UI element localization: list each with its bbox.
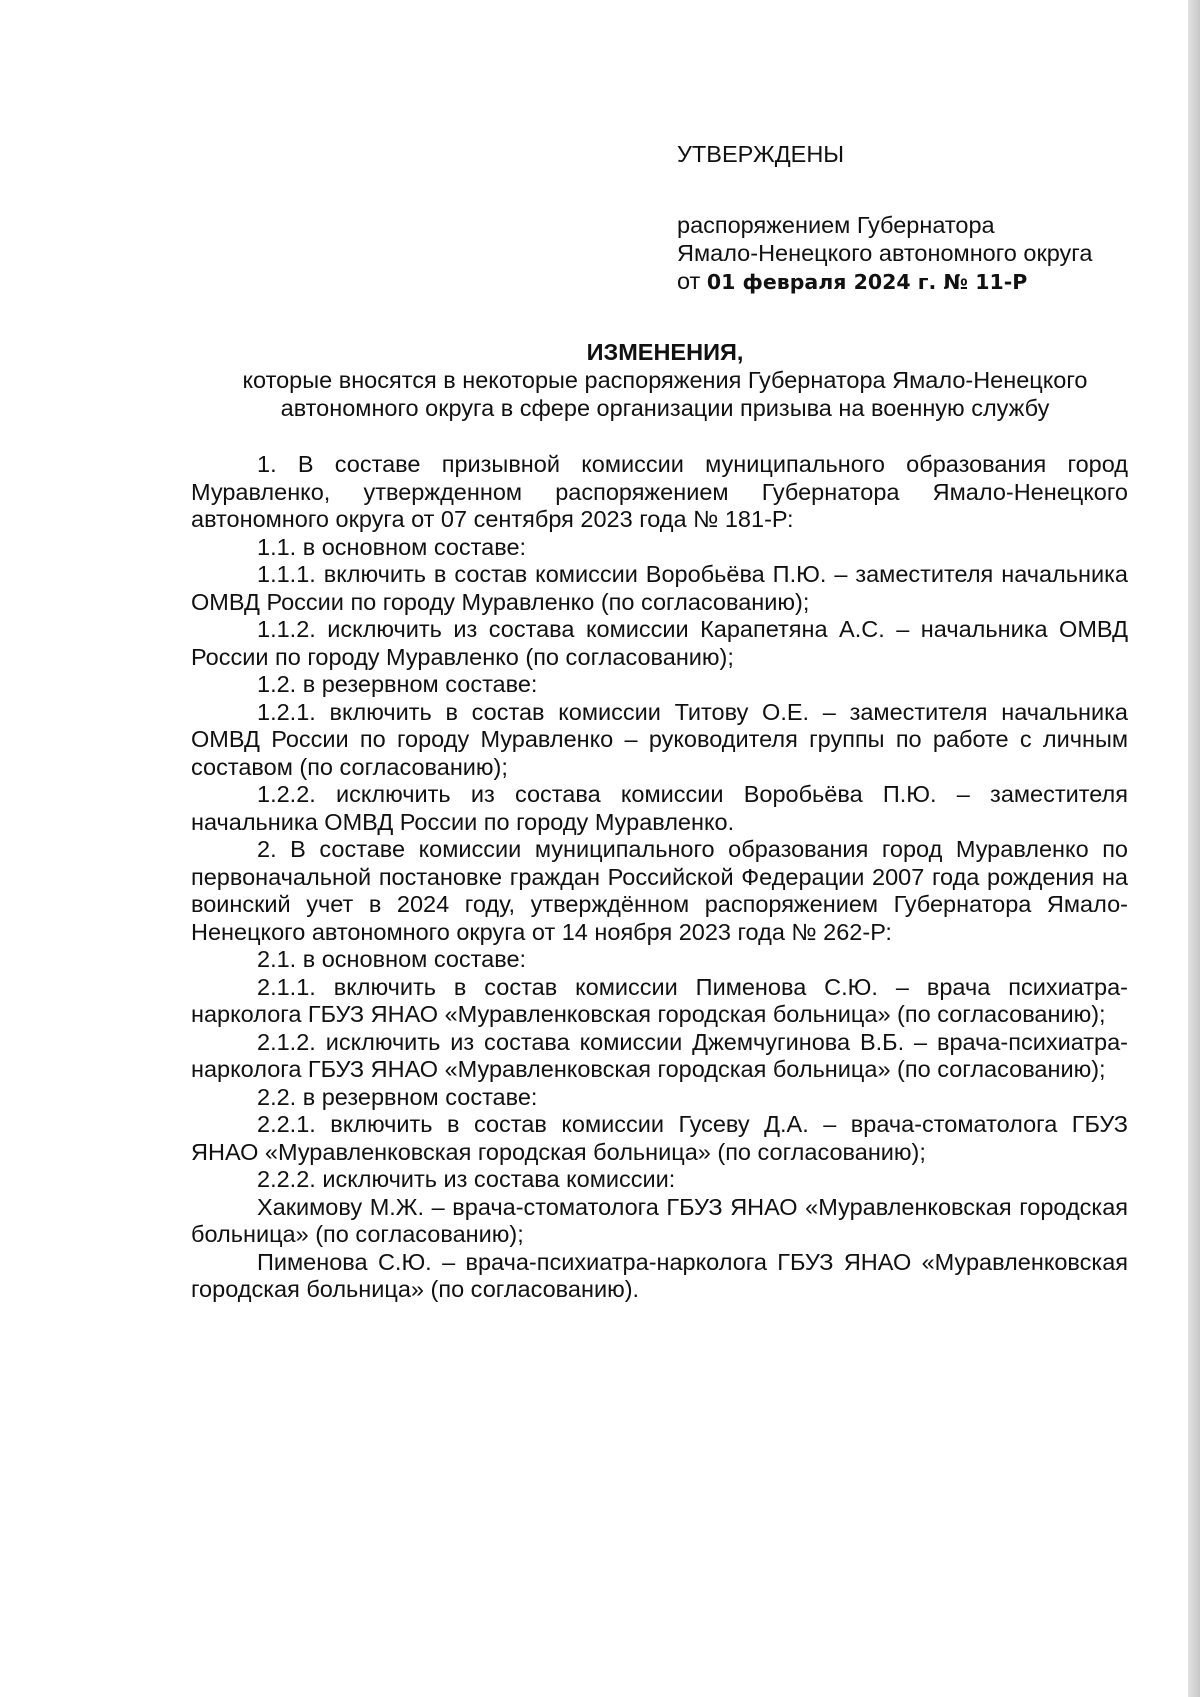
approval-line-3 (677, 267, 1157, 296)
paragraph-1-1-2: 1.1.2. исключить из состава комиссии Карапетяна А.С. – начальника ОМВД России по городу Муравленко (по согласованию); (191, 616, 1128, 670)
approval-date-number: 01 февраля 2024 г. № 11-Р (706, 270, 1028, 294)
paragraph-1-1: 1.1. в основном составе: (257, 533, 527, 560)
paragraph-exclude-1: Хакимову М.Ж. – врача-стоматолога ГБУЗ ЯНАО «Муравленковская городская больница» (по согласованию); (191, 1193, 1128, 1247)
paragraph-2-2-1: 2.2.1. включить в состав комиссии Гусеву Д.А. – врача-стоматолога ГБУЗ ЯНАО «Муравленковская городская больница» (по согласованию); (191, 1111, 1128, 1165)
paragraph-1-2-1: 1.2.1. включить в состав комиссии Титову О.Е. – заместителя начальника ОМВД России по городу Муравленко – руководителя группы по работе с личным составом (по согласованию); (191, 698, 1128, 780)
paragraph-exclude-2: Пименова С.Ю. – врача-психиатра-нарколога ГБУЗ ЯНАО «Муравленковская городская больница» (по согласованию). (191, 1248, 1128, 1302)
page-edge-shadow (1188, 0, 1200, 1697)
paragraph-2: 2. В составе комиссии муниципального образования город Муравленко по первоначальной постановке граждан Российской Федерации 2007 года рождения на воинский учет в 2024 году, утверждённом распоряжением Губернатора Ямало-Ненецкого автономного округа от 14 ноября 2023 года № 262-Р: (191, 836, 1128, 945)
approval-block (677, 140, 1157, 296)
document-header (190, 338, 1140, 422)
paragraph-2-1-1: 2.1.1. включить в состав комиссии Пименова С.Ю. – врача психиатра-нарколога ГБУЗ ЯНАО «Муравленковская городская больница» (по согласованию); (191, 973, 1128, 1027)
paragraph-1-1-1: 1.1.1. включить в состав комиссии Воробьёва П.Ю. – заместителя начальника ОМВД России по городу Муравленко (по согласованию); (191, 561, 1128, 615)
paragraph-2-2: 2.2. в резервном составе: (257, 1083, 538, 1110)
document-title: ИЗМЕНЕНИЯ, (586, 339, 744, 365)
approval-date-prefix: от (677, 268, 707, 294)
paragraph-1-2: 1.2. в резервном составе: (257, 671, 538, 697)
approval-heading: УТВЕРЖДЕНЫ (677, 141, 845, 167)
paragraph-1: 1. В составе призывной комиссии муниципального образования город Муравленко, утвержденном распоряжением Губернатора Ямало-Ненецкого автономного округа от 07 сентября 2023 года № 181-Р: (191, 451, 1128, 532)
paragraph-2-1-2: 2.1.2. исключить из состава комиссии Джемчугинова В.Б. – врача-психиатра-нарколога ГБУЗ ЯНАО «Муравленковская городская больница» (по согласованию); (191, 1028, 1128, 1082)
document-body (191, 451, 1128, 1304)
document-subtitle-line-2: автономного округа в сфере организации призыва на военную службу (280, 395, 1050, 421)
approval-line-2: Ямало-Ненецкого автономного округа (677, 240, 1093, 266)
document-subtitle-line-1: которые вносятся в некоторые распоряжения Губернатора Ямало-Ненецкого (242, 367, 1088, 393)
paragraph-1-2-2: 1.2.2. исключить из состава комиссии Воробьёва П.Ю. – заместителя начальника ОМВД России по городу Муравленко. (191, 781, 1128, 835)
paragraph-2-2-2: 2.2.2. исключить из состава комиссии: (257, 1166, 676, 1192)
approval-line-1: распоряжением Губернатора (677, 212, 995, 238)
paragraph-2-1: 2.1. в основном составе: (257, 946, 527, 972)
